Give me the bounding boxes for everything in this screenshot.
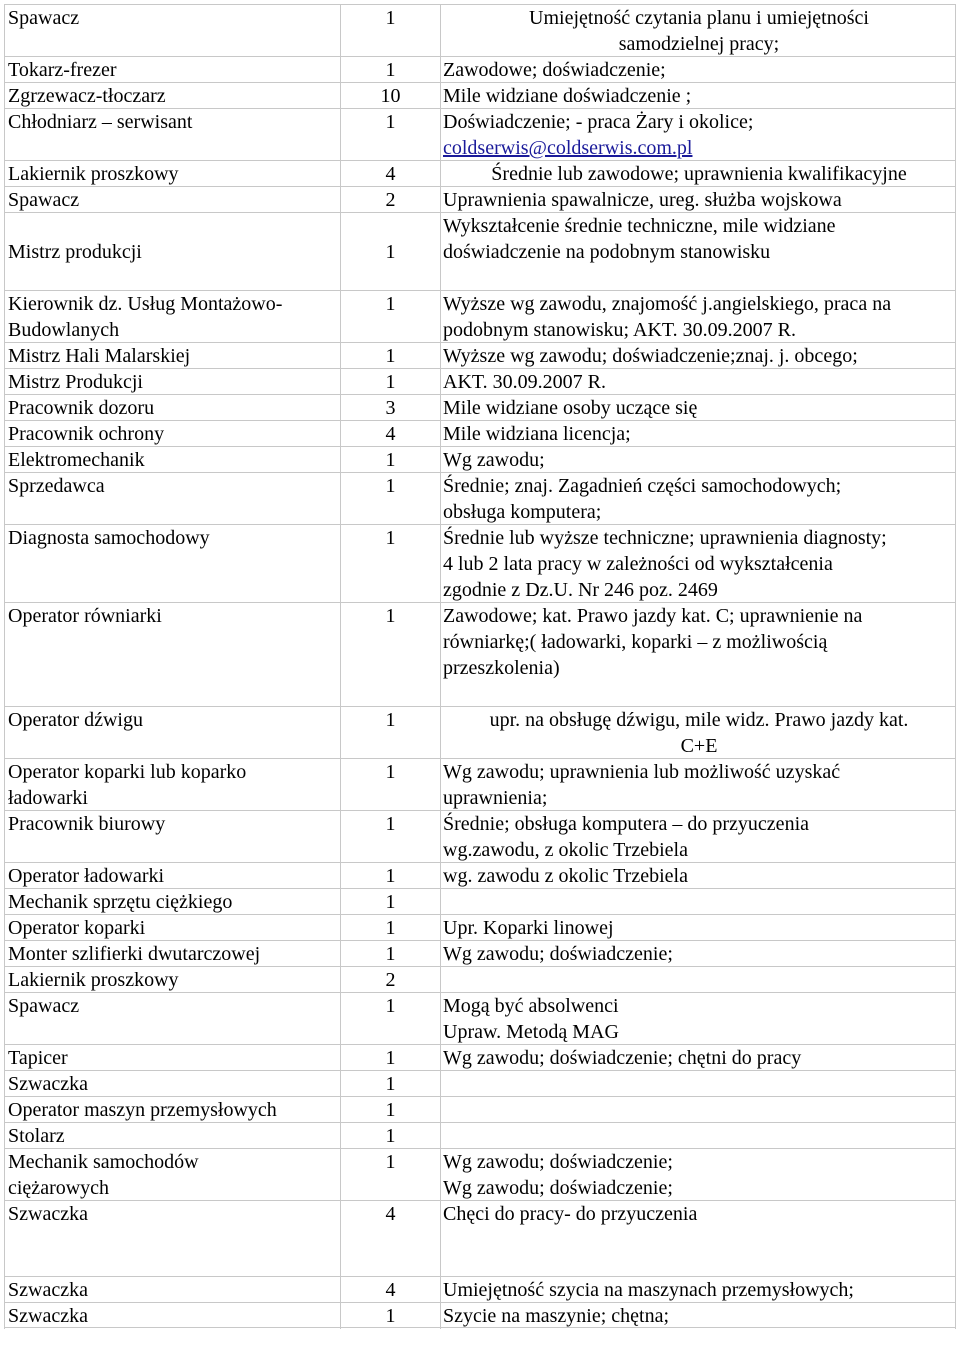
table-row (4, 342, 956, 368)
count-cell (340, 1201, 440, 1277)
table-row (4, 4, 956, 56)
table-row (4, 524, 956, 602)
vacancy-count: 1 (385, 891, 396, 913)
position-name: Szwaczka (8, 1203, 88, 1225)
table-row (4, 706, 956, 758)
position-name: Diagnosta samochodowy (8, 527, 210, 549)
requirement-text: Wg zawodu; uprawnienia lub możliwość uzyskać (443, 761, 841, 783)
table-row (4, 758, 956, 810)
email-link[interactable]: coldserwis@coldserwis.com.pl (443, 137, 693, 159)
position-cell (4, 161, 340, 187)
requirements-cell (440, 1277, 956, 1303)
position-name: Operator maszyn przemysłowych (8, 1099, 277, 1121)
table-row (4, 472, 956, 524)
requirements-cell (440, 369, 956, 395)
requirement-text: Wg zawodu; (443, 449, 545, 471)
requirements-cell (440, 1123, 956, 1149)
requirements-cell (440, 1097, 956, 1123)
vacancy-count: 1 (385, 1047, 396, 1069)
vacancy-count: 1 (385, 293, 396, 315)
count-cell (340, 993, 440, 1045)
position-cell (4, 863, 340, 889)
requirement-text: Wg zawodu; doświadczenie; chętni do pracy (443, 1047, 802, 1069)
requirement-text: Szycie na maszynie; chętna; (443, 1305, 670, 1327)
table-row (4, 1302, 956, 1328)
vacancy-count: 1 (385, 813, 396, 835)
requirements-cell (440, 213, 956, 291)
requirements-cell (440, 421, 956, 447)
position-name: Mistrz Hali Malarskiej (8, 345, 191, 367)
requirements-cell (440, 395, 956, 421)
requirement-text: wg.zawodu, z okolic Trzebiela (443, 839, 688, 861)
vacancy-count: 1 (385, 59, 396, 81)
count-cell (340, 525, 440, 603)
position-cell (4, 1071, 340, 1097)
table-row (4, 1070, 956, 1096)
requirements-cell (440, 707, 956, 759)
requirement-text: Uprawnienia spawalnicze, ureg. służba wojskowa (443, 189, 842, 211)
table-row (4, 966, 956, 992)
position-name: Spawacz (8, 7, 80, 29)
requirements-cell (440, 5, 956, 57)
position-cell (4, 759, 340, 811)
requirement-text: AKT. 30.09.2007 R. (443, 371, 606, 393)
requirement-text: Upraw. Metodą MAG (443, 1021, 619, 1043)
position-name: Szwaczka (8, 1073, 88, 1095)
position-cell (4, 967, 340, 993)
requirement-text: Wg zawodu; doświadczenie; (443, 1177, 673, 1199)
vacancy-count: 1 (385, 527, 396, 549)
position-cell (4, 993, 340, 1045)
count-cell (340, 421, 440, 447)
count-cell (340, 213, 440, 291)
requirements-cell (440, 1201, 956, 1277)
position-cell (4, 83, 340, 109)
position-cell (4, 421, 340, 447)
requirement-text: Mile widziana licencja; (443, 423, 631, 445)
requirements-cell (440, 109, 956, 161)
requirement-text (443, 1123, 955, 1149)
requirements-cell (440, 525, 956, 603)
count-cell (340, 447, 440, 473)
position-name: Pracownik dozoru (8, 397, 155, 419)
vacancy-count: 4 (385, 423, 396, 445)
count-cell (340, 603, 440, 707)
table-row (4, 914, 956, 940)
table-row (4, 1200, 956, 1276)
vacancy-count: 1 (385, 917, 396, 939)
position-cell (4, 1277, 340, 1303)
vacancy-count: 1 (385, 449, 396, 471)
table-row (4, 394, 956, 420)
count-cell (340, 1149, 440, 1201)
requirement-text: C+E (680, 735, 718, 757)
position-cell (4, 889, 340, 915)
requirement-text: Średnie; obsługa komputera – do przyuczenia (443, 813, 809, 835)
table-row (4, 446, 956, 472)
requirement-text: Wykształcenie średnie techniczne, mile widziane (443, 215, 836, 237)
requirements-cell (440, 187, 956, 213)
requirement-text: 4 lub 2 lata pracy w zależności od wykształcenia (443, 553, 833, 575)
position-name: Mistrz Produkcji (8, 371, 143, 393)
vacancy-count: 4 (385, 163, 396, 185)
position-name: Mechanik samochodów (8, 1151, 199, 1173)
position-cell (4, 525, 340, 603)
position-cell (4, 5, 340, 57)
requirements-cell (440, 603, 956, 707)
requirements-cell (440, 1149, 956, 1201)
table-row (4, 290, 956, 342)
vacancy-count: 1 (385, 241, 396, 263)
requirement-text: Średnie lub wyższe techniczne; uprawnienia diagnosty; (443, 527, 887, 549)
requirement-text: przeszkolenia) (443, 657, 560, 679)
table-row (4, 82, 956, 108)
position-name: Operator ładowarki (8, 865, 165, 887)
position-name (8, 213, 340, 239)
position-cell (4, 109, 340, 161)
vacancy-count: 1 (385, 761, 396, 783)
count-cell (340, 707, 440, 759)
position-cell (4, 1149, 340, 1201)
count-cell (340, 5, 440, 57)
position-name: Tokarz-frezer (8, 59, 117, 81)
requirements-cell (440, 83, 956, 109)
table-row (4, 888, 956, 914)
position-name: Operator koparki (8, 917, 146, 939)
position-cell (4, 395, 340, 421)
table-row (4, 368, 956, 394)
count-cell (340, 941, 440, 967)
requirements-cell (440, 967, 956, 993)
count-cell (340, 915, 440, 941)
position-name: Elektromechanik (8, 449, 145, 471)
count-cell (340, 1277, 440, 1303)
table-row (4, 212, 956, 290)
requirement-text: Wyższe wg zawodu; doświadczenie;znaj. j. obcego; (443, 345, 858, 367)
position-cell (4, 941, 340, 967)
position-cell (4, 1123, 340, 1149)
position-cell (4, 915, 340, 941)
count-cell (340, 369, 440, 395)
table-row (4, 420, 956, 446)
table-row (4, 862, 956, 888)
position-cell (4, 213, 340, 291)
requirement-text: Mogą być absolwenci (443, 995, 619, 1017)
count-cell (340, 811, 440, 863)
requirement-text: Umiejętność czytania planu i umiejętności (529, 7, 869, 29)
position-name: Tapicer (8, 1047, 68, 1069)
requirement-text: wg. zawodu z okolic Trzebiela (443, 865, 688, 887)
table-row (4, 602, 956, 706)
requirements-cell (440, 473, 956, 525)
position-name: Operator równiarki (8, 605, 162, 627)
job-offers-table (4, 4, 956, 1346)
position-cell (4, 291, 340, 343)
requirement-text: uprawnienia; (443, 787, 548, 809)
count-cell (340, 1045, 440, 1071)
requirement-text: zgodnie z Dz.U. Nr 246 poz. 2469 (443, 579, 718, 601)
vacancy-count: 1 (385, 605, 396, 627)
position-cell (4, 57, 340, 83)
vacancy-count: 4 (385, 1279, 396, 1301)
vacancy-count: 4 (385, 1203, 396, 1225)
count-cell (340, 863, 440, 889)
requirement-text: Zawodowe; doświadczenie; (443, 59, 666, 81)
vacancy-count: 3 (385, 397, 396, 419)
count-cell (340, 1123, 440, 1149)
position-name: Spawacz (8, 189, 80, 211)
requirement-text: Mile widziane doświadczenie ; (443, 85, 692, 107)
position-cell (4, 1045, 340, 1071)
requirements-cell (440, 759, 956, 811)
requirement-text: równiarkę;( ładowarki, koparki – z możliwością (443, 631, 828, 653)
requirements-cell (440, 1071, 956, 1097)
position-cell (4, 1201, 340, 1277)
position-name: Spawacz (8, 995, 80, 1017)
requirement-text: Upr. Koparki linowej (443, 917, 614, 939)
position-cell (4, 343, 340, 369)
position-cell (4, 473, 340, 525)
table-row (4, 56, 956, 82)
position-cell (4, 811, 340, 863)
count-cell (340, 109, 440, 161)
email-line (443, 135, 955, 161)
vacancy-count: 2 (385, 969, 396, 991)
count-cell (340, 57, 440, 83)
table-row (4, 1096, 956, 1122)
position-name: Stolarz (8, 1125, 65, 1147)
count-cell (340, 1071, 440, 1097)
table-row (4, 1122, 956, 1148)
position-name: Budowlanych (8, 319, 120, 341)
requirement-text: Chęci do pracy- do przyuczenia (443, 1203, 698, 1225)
vacancy-count: 1 (385, 1073, 396, 1095)
vacancy-count: 1 (385, 1125, 396, 1147)
vacancy-count: 1 (385, 1305, 396, 1327)
position-name: ładowarki (8, 787, 88, 809)
table-row (4, 992, 956, 1044)
position-name: Zgrzewacz-tłoczarz (8, 85, 166, 107)
vacancy-count: 10 (380, 85, 401, 107)
vacancy-count: 1 (385, 995, 396, 1017)
count-cell (340, 83, 440, 109)
vacancy-count: 1 (385, 475, 396, 497)
requirement-text: Doświadczenie; - praca Żary i okolice; (443, 111, 754, 133)
requirement-text: Średnie; znaj. Zagadnień części samochodowych; (443, 475, 842, 497)
position-name: Kierownik dz. Usług Montażowo- (8, 293, 283, 315)
requirement-text: Umiejętność szycia na maszynach przemysłowych; (443, 1279, 854, 1301)
requirement-text (443, 889, 955, 915)
count-cell (340, 1097, 440, 1123)
position-name: Szwaczka (8, 1279, 88, 1301)
position-name: Pracownik ochrony (8, 423, 165, 445)
vacancy-count: 1 (385, 865, 396, 887)
requirement-text: Wg zawodu; doświadczenie; (443, 943, 673, 965)
count-cell (340, 473, 440, 525)
spacer (341, 213, 440, 239)
vacancy-count: 1 (385, 1151, 396, 1173)
table-row (4, 160, 956, 186)
requirements-cell (440, 941, 956, 967)
vacancy-count: 1 (385, 7, 396, 29)
vacancy-count: 1 (385, 371, 396, 393)
requirements-cell (440, 811, 956, 863)
requirements-cell (440, 57, 956, 83)
position-name: Mechanik sprzętu ciężkiego (8, 891, 233, 913)
requirement-text: podobnym stanowisku; AKT. 30.09.2007 R. (443, 319, 796, 341)
requirement-text: Wg zawodu; doświadczenie; (443, 1151, 673, 1173)
position-cell (4, 603, 340, 707)
requirement-text: Średnie lub zawodowe; uprawnienia kwalifikacyjne (491, 163, 907, 185)
requirement-text: samodzielnej pracy; (618, 33, 780, 55)
count-cell (340, 161, 440, 187)
count-cell (340, 395, 440, 421)
count-cell (340, 187, 440, 213)
position-name: Szwaczka (8, 1305, 88, 1327)
position-name: Mistrz produkcji (8, 241, 142, 263)
table-row (4, 940, 956, 966)
requirements-cell (440, 915, 956, 941)
position-cell (4, 369, 340, 395)
requirements-cell (440, 1303, 956, 1329)
requirement-text (443, 1097, 955, 1123)
vacancy-count: 1 (385, 1099, 396, 1121)
vacancy-count: 1 (385, 345, 396, 367)
count-cell (340, 1303, 440, 1329)
table-row (4, 108, 956, 160)
table-row (4, 810, 956, 862)
requirement-text (443, 1071, 955, 1097)
requirements-cell (440, 343, 956, 369)
position-name: Lakiernik proszkowy (8, 163, 179, 185)
table-row (4, 1148, 956, 1200)
table-row (4, 186, 956, 212)
vacancy-count: 1 (385, 111, 396, 133)
position-name: Operator koparki lub koparko (8, 761, 247, 783)
vacancy-count: 2 (385, 189, 396, 211)
requirement-text (443, 967, 955, 993)
requirement-text: obsługa komputera; (443, 501, 602, 523)
position-name: Pracownik biurowy (8, 813, 166, 835)
count-cell (340, 291, 440, 343)
position-name: Lakiernik proszkowy (8, 969, 179, 991)
position-name: ciężarowych (8, 1177, 110, 1199)
position-name: Operator dźwigu (8, 709, 143, 731)
requirements-cell (440, 993, 956, 1045)
requirements-cell (440, 291, 956, 343)
count-cell (340, 889, 440, 915)
count-cell (340, 967, 440, 993)
requirement-text: Mile widziane osoby uczące się (443, 397, 698, 419)
requirements-cell (440, 161, 956, 187)
requirement-text: upr. na obsługę dźwigu, mile widz. Prawo jazdy kat. (489, 709, 909, 731)
requirements-cell (440, 1045, 956, 1071)
count-cell (340, 343, 440, 369)
position-cell (4, 447, 340, 473)
position-name: Sprzedawca (8, 475, 105, 497)
requirements-cell (440, 447, 956, 473)
position-name: Monter szlifierki dwutarczowej (8, 943, 261, 965)
count-cell (340, 759, 440, 811)
vacancy-count: 1 (385, 943, 396, 965)
requirements-cell (440, 863, 956, 889)
position-name: Chłodniarz – serwisant (8, 111, 193, 133)
requirement-text: Zawodowe; kat. Prawo jazdy kat. C; uprawnienie na (443, 605, 863, 627)
vacancy-count: 1 (385, 709, 396, 731)
table-row (4, 1044, 956, 1070)
requirement-text: doświadczenie na podobnym stanowisku (443, 241, 771, 263)
position-cell (4, 707, 340, 759)
position-cell (4, 1303, 340, 1329)
requirement-text: Wyższe wg zawodu, znajomość j.angielskiego, praca na (443, 293, 892, 315)
table-row (4, 1276, 956, 1302)
position-cell (4, 1097, 340, 1123)
position-cell (4, 187, 340, 213)
requirements-cell (440, 889, 956, 915)
